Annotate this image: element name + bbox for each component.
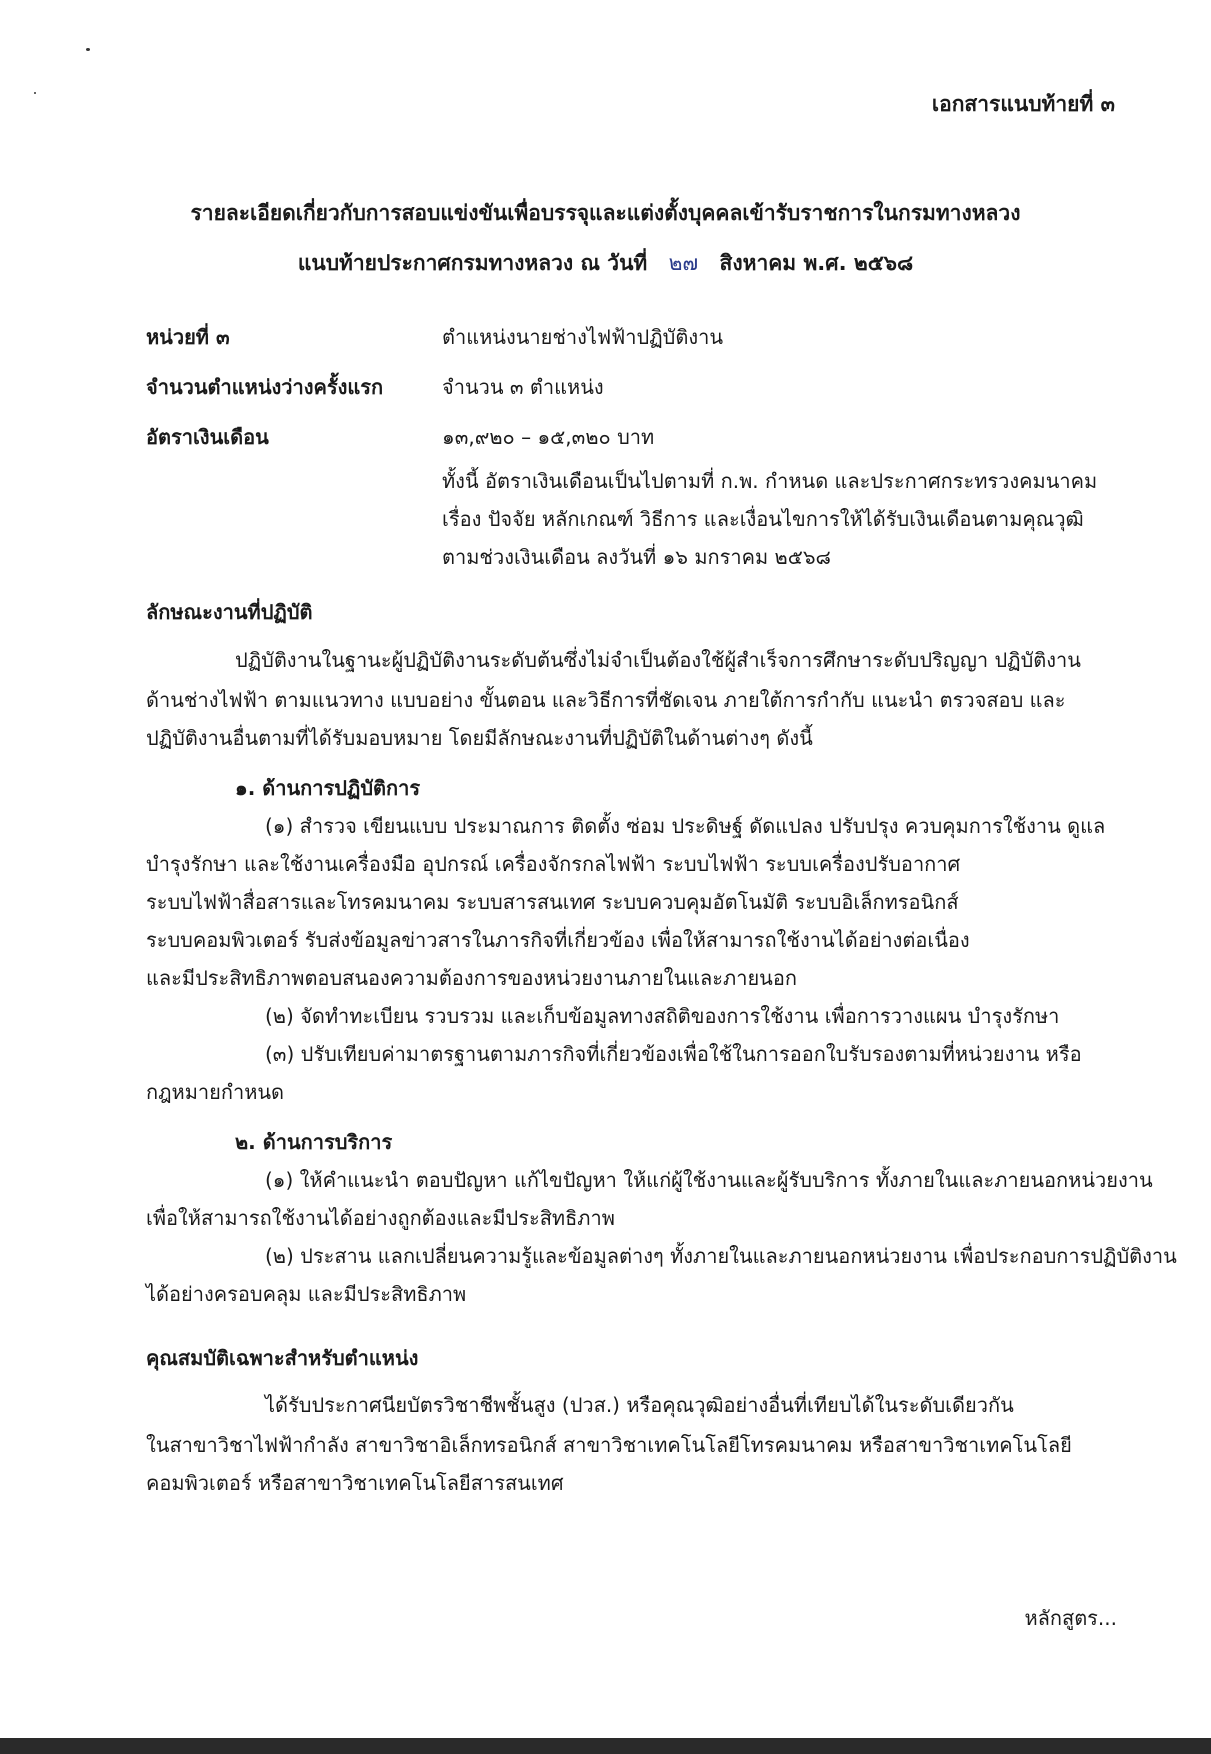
title-day-filled: ๒๗ [668,251,699,275]
job-nature-intro-line: ด้านช่างไฟฟ้า ตามแนวทาง แบบอย่าง ขั้นตอน และวิธีการที่ชัดเจน ภายใต้การกำกับ แนะนำ ตรวจสอบ และ [146,688,1066,712]
salary-note-line: ทั้งนี้ อัตราเงินเดือนเป็นไปตามที่ ก.พ. กำหนด และประกาศกระทรวงคมนาคม [442,469,1098,493]
document-title-line2 [0,247,1211,280]
qualification-line: คอมพิวเตอร์ หรือสาขาวิชาเทคโนโลยีสารสนเทศ [146,1471,564,1495]
salary-value: ๑๓,๙๒๐ – ๑๕,๓๒๐ บาท [442,425,655,449]
section1-item2: (๒) จัดทำทะเบียน รวบรวม และเก็บข้อมูลทางสถิติของการใช้งาน เพื่อการวางแผน บำรุงรักษา [265,1004,1060,1028]
salary-label: อัตราเงินเดือน [146,425,269,449]
section2-item2-line: (๒) ประสาน แลกเปลี่ยนความรู้และข้อมูลต่างๆ ทั้งภายในและภายนอกหน่วยงาน เพื่อประกอบการปฏิบัติงาน [265,1244,1177,1268]
section1-item1-line: บำรุงรักษา และใช้งานเครื่องมือ อุปกรณ์ เครื่องจักรกลไฟฟ้า ระบบไฟฟ้า ระบบเครื่องปรับอากาศ [146,852,961,876]
document-title-line1: รายละเอียดเกี่ยวกับการสอบแข่งขันเพื่อบรรจุและแต่งตั้งบุคคลเข้ารับราชการในกรมทางหลวง [190,201,1021,225]
section1-heading: ๑. ด้านการปฏิบัติการ [235,776,421,800]
section1-item1-line: และมีประสิทธิภาพตอบสนองความต้องการของหน่วยงานภายในและภายนอก [146,966,797,990]
scan-speck [34,92,36,94]
job-nature-intro-line: ปฏิบัติงานอื่นตามที่ได้รับมอบหมาย โดยมีลักษณะงานที่ปฏิบัติในด้านต่างๆ ดังนี้ [146,726,813,750]
section2-item2-line: ได้อย่างครอบคลุม และมีประสิทธิภาพ [146,1282,467,1306]
salary-note-line: ตามช่วงเงินเดือน ลงวันที่ ๑๖ มกราคม ๒๕๖๘ [442,545,831,569]
attachment-label: เอกสารแนบท้ายที่ ๓ [931,92,1115,116]
qualification-line: ในสาขาวิชาไฟฟ้ากำลัง สาขาวิชาอิเล็กทรอนิกส์ สาขาวิชาเทคโนโลยีโทรคมนาคม หรือสาขาวิชาเทคโนโลยี [146,1433,1072,1457]
continuation-label: หลักสูตร... [1024,1606,1117,1630]
title-line2-prefix: แนบท้ายประกาศกรมทางหลวง ณ วันที่ [297,251,648,275]
scan-bottom-edge [0,1738,1211,1754]
vacancy-value: จำนวน ๓ ตำแหน่ง [442,375,604,399]
qualification-heading: คุณสมบัติเฉพาะสำหรับตำแหน่ง [146,1346,419,1370]
unit-value: ตำแหน่งนายช่างไฟฟ้าปฏิบัติงาน [442,325,724,349]
unit-label: หน่วยที่ ๓ [146,325,230,349]
section1-item3-line: (๓) ปรับเทียบค่ามาตรฐานตามภารกิจที่เกี่ยวข้องเพื่อใช้ในการออกใบรับรองตามที่หน่วยงาน หรือ [265,1042,1082,1066]
title-line2-suffix: สิงหาคม พ.ศ. ๒๕๖๘ [719,251,914,275]
section1-item1-line: ระบบไฟฟ้าสื่อสารและโทรคมนาคม ระบบสารสนเทศ ระบบควบคุมอัตโนมัติ ระบบอิเล็กทรอนิกส์ [146,890,959,914]
scan-speck [86,48,90,51]
qualification-line: ได้รับประกาศนียบัตรวิชาชีพชั้นสูง (ปวส.) หรือคุณวุฒิอย่างอื่นที่เทียบได้ในระดับเดียวกัน [265,1393,1014,1417]
section2-item1-line: (๑) ให้คำแนะนำ ตอบปัญหา แก้ไขปัญหา ให้แก่ผู้ใช้งานและผู้รับบริการ ทั้งภายในและภายนอกหน่วยงาน [265,1168,1153,1192]
section1-item3-line: กฎหมายกำหนด [146,1080,285,1104]
section2-item1-line: เพื่อให้สามารถใช้งานได้อย่างถูกต้องและมีประสิทธิภาพ [146,1206,615,1230]
section1-item1-line: (๑) สำรวจ เขียนแบบ ประมาณการ ติดตั้ง ซ่อม ประดิษฐ์ ดัดแปลง ปรับปรุง ควบคุมการใช้งาน ดูแล [265,814,1106,838]
job-nature-intro-line: ปฏิบัติงานในฐานะผู้ปฏิบัติงานระดับต้นซึ่งไม่จำเป็นต้องใช้ผู้สำเร็จการศึกษาระดับปริญญา ปฏิบัติงาน [235,648,1081,672]
vacancy-label: จำนวนตำแหน่งว่างครั้งแรก [146,375,384,399]
job-nature-heading: ลักษณะงานที่ปฏิบัติ [146,600,313,624]
section2-heading: ๒. ด้านการบริการ [235,1130,393,1154]
salary-note-line: เรื่อง ปัจจัย หลักเกณฑ์ วิธีการ และเงื่อนไขการให้ได้รับเงินเดือนตามคุณวุฒิ [442,507,1084,531]
section1-item1-line: ระบบคอมพิวเตอร์ รับส่งข้อมูลข่าวสารในภารกิจที่เกี่ยวข้อง เพื่อให้สามารถใช้งานได้อย่างต่อเนื่อง [146,928,970,952]
